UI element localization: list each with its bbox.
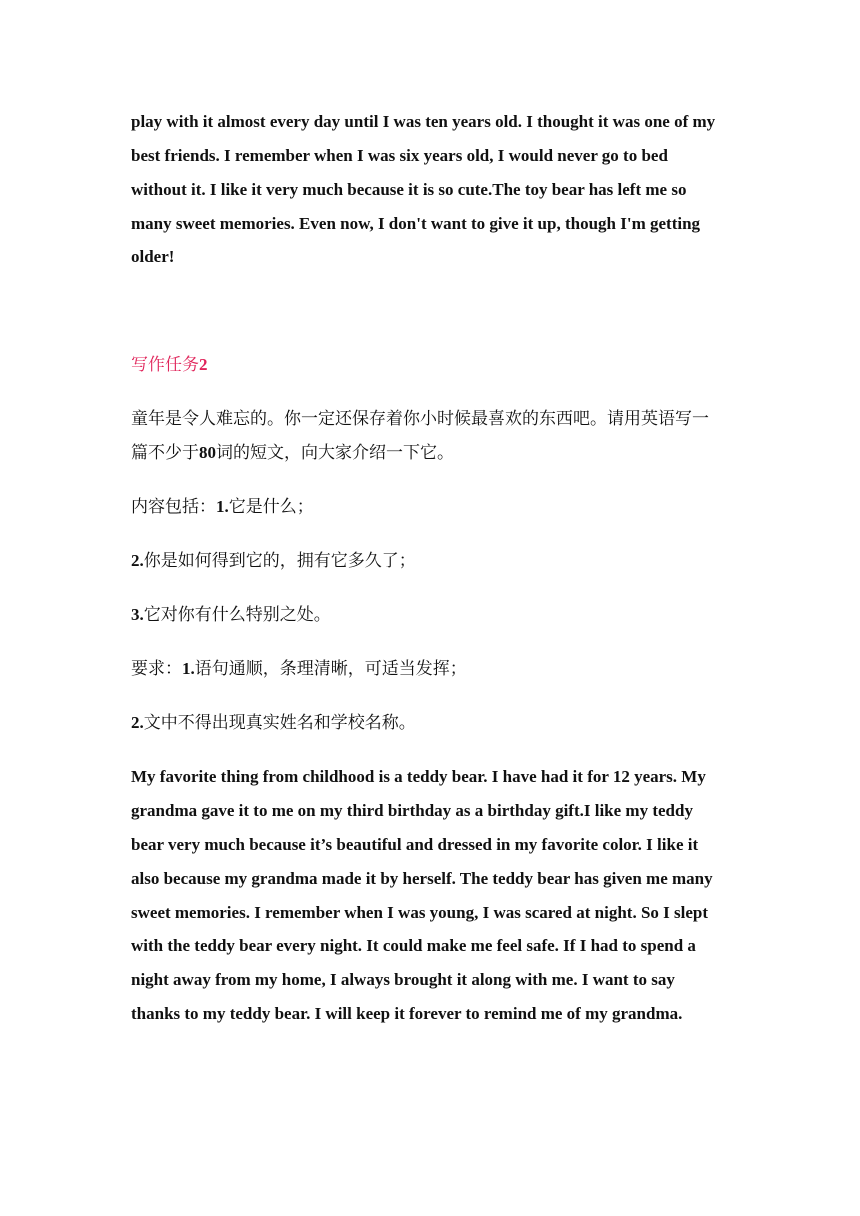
passage-1-line: best friends. I remember when I was six years old, I would never go to bed (131, 146, 668, 165)
item-number: 2. (131, 551, 144, 570)
task-prompt-line-2 (131, 442, 454, 464)
passage-1-line: older! (131, 247, 175, 266)
passage-2-line: sweet memories. I remember when I was young, I was scared at night. So I slept (131, 903, 709, 922)
prompt-text: 篇不少于 (131, 443, 199, 462)
passage-2-line: grandma gave it to me on my third birthday as a birthday gift.I like my teddy (131, 801, 693, 820)
passage-2-line: also because my grandma made it by herself. The teddy bear has given me many (131, 869, 713, 888)
item-number: 2. (131, 713, 144, 732)
requirement-label: 要求： (131, 659, 182, 678)
item-text: 它对你有什么特别之处。 (143, 605, 331, 624)
prompt-text: 词的短文，向大家介绍一下它。 (216, 443, 454, 462)
item-number: 3. (131, 605, 144, 624)
requirement-item-2 (131, 712, 416, 734)
passage-1-line: play with it almost every day until I was ten years old. I thought it was one of my (131, 112, 716, 131)
task-prompt-line-1: 童年是令人难忘的。你一定还保存着你小时候最喜欢的东西吧。请用英语写一 (131, 409, 709, 428)
content-item-2 (131, 550, 416, 572)
content-item-3 (131, 604, 331, 626)
passage-2-line: night away from my home, I always brought it along with me. I want to say (131, 970, 675, 989)
item-text: 你是如何得到它的，拥有它多久了； (143, 551, 416, 570)
requirement-item-1 (131, 658, 467, 680)
passage-2-line: My favorite thing from childhood is a teddy bear. I have had it for 12 years. My (131, 767, 706, 786)
passage-2-line: thanks to my teddy bear. I will keep it forever to remind me of my grandma. (131, 1004, 683, 1023)
item-text: 文中不得出现真实姓名和学校名称。 (143, 713, 416, 732)
task-2-heading-text: 写作任务 (131, 355, 199, 374)
content-label: 内容包括： (131, 497, 216, 516)
task-2-heading (131, 354, 208, 376)
passage-2-line: with the teddy bear every night. It could make me feel safe. If I had to spend a (131, 936, 696, 955)
item-text: 语句通顺，条理清晰，可适当发挥； (194, 659, 467, 678)
item-number: 1. (216, 497, 229, 516)
prompt-word-count: 80 (199, 443, 216, 462)
content-item-1 (131, 496, 314, 518)
item-text: 它是什么； (228, 497, 314, 516)
task-2-heading-number: 2 (199, 355, 208, 374)
passage-2-line: bear very much because it’s beautiful and dressed in my favorite color. I like it (131, 835, 699, 854)
passage-1-line: without it. I like it very much because it is so cute.The toy bear has left me so (131, 180, 687, 199)
passage-1-line: many sweet memories. Even now, I don't want to give it up, though I'm getting (131, 214, 701, 233)
item-number: 1. (182, 659, 195, 678)
